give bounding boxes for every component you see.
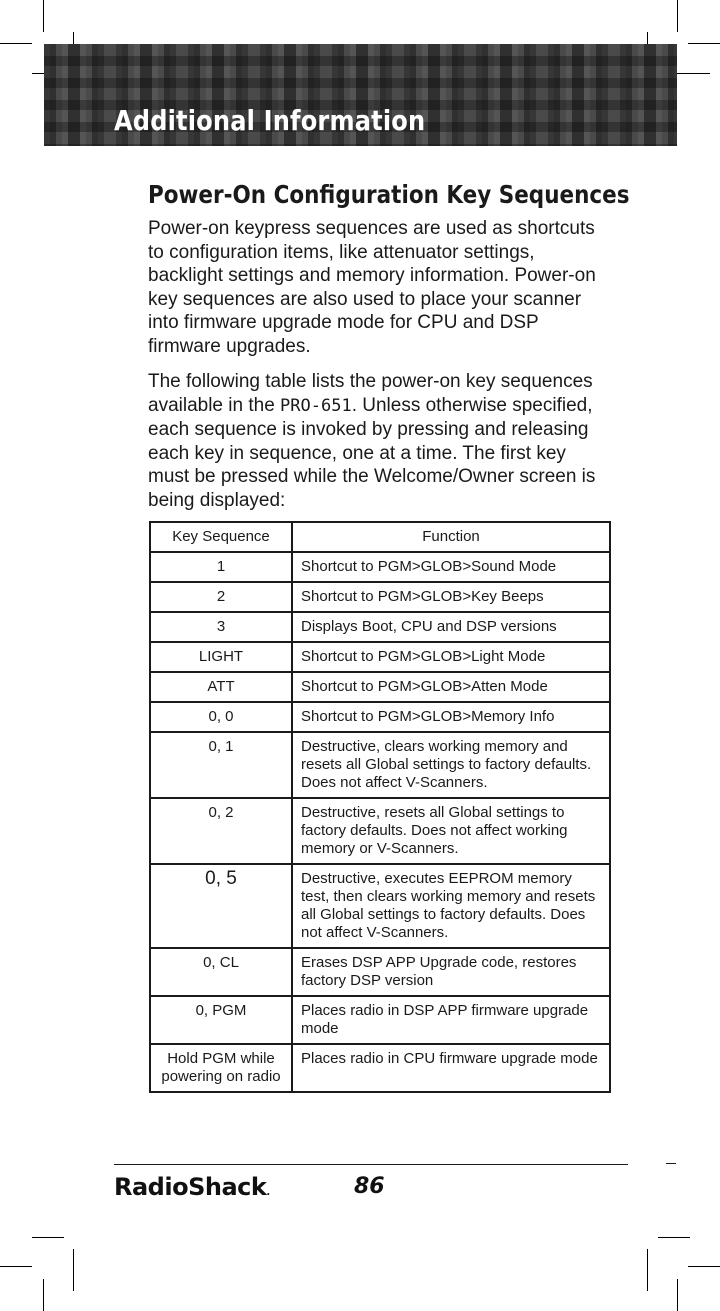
key-cell: 3	[150, 612, 292, 642]
function-cell: Destructive, executes EEPROM memory test, then clears working memory and resets all Global settings to factory defaults. Does not affect V-Scanners.	[292, 864, 610, 948]
function-cell: Displays Boot, CPU and DSP versions	[292, 612, 610, 642]
function-cell: Shortcut to PGM>GLOB>Sound Mode	[292, 552, 610, 582]
function-cell: Places radio in CPU firmware upgrade mode	[292, 1044, 610, 1092]
column-header-key: Key Sequence	[150, 522, 292, 552]
brand-name: RadioShack	[114, 1173, 267, 1201]
function-cell: Destructive, clears working memory and resets all Global settings to factory defaults. Does not affect V-Scanners.	[292, 732, 610, 798]
table-row	[150, 864, 610, 948]
page-number: 86	[354, 1174, 385, 1199]
key-sequence-table	[149, 521, 611, 1093]
key-cell: Hold PGM while powering on radio	[150, 1044, 292, 1092]
crop-mark	[43, 0, 44, 32]
model-name: PRO-651	[280, 395, 352, 416]
table-row	[150, 798, 610, 864]
footer-divider	[114, 1164, 628, 1165]
function-cell: Shortcut to PGM>GLOB>Light Mode	[292, 642, 610, 672]
key-cell: 0, 0	[150, 702, 292, 732]
crop-mark	[0, 43, 32, 44]
crop-mark	[688, 43, 720, 44]
function-cell: Shortcut to PGM>GLOB>Memory Info	[292, 702, 610, 732]
brand-dot: .	[266, 1187, 270, 1198]
table-row	[150, 672, 610, 702]
crop-mark	[688, 1266, 720, 1267]
function-cell: Shortcut to PGM>GLOB>Key Beeps	[292, 582, 610, 612]
crop-mark	[677, 0, 678, 32]
crop-mark	[677, 1279, 678, 1311]
table-row	[150, 732, 610, 798]
key-cell: ATT	[150, 672, 292, 702]
para-text: The following table lists the power-on key sequences available in the	[148, 371, 593, 416]
crop-mark	[647, 1249, 648, 1291]
key-cell: 0, CL	[150, 948, 292, 996]
function-cell: Erases DSP APP Upgrade code, restores factory DSP version	[292, 948, 610, 996]
section-content	[148, 180, 630, 524]
function-cell: Places radio in DSP APP firmware upgrade mode	[292, 996, 610, 1044]
table-row	[150, 702, 610, 732]
crop-mark	[32, 1237, 64, 1238]
table-header-row	[150, 522, 610, 552]
function-cell: Destructive, resets all Global settings to factory defaults. Does not affect working memory or V-Scanners.	[292, 798, 610, 864]
column-header-function: Function	[292, 522, 610, 552]
footer-tick-mark	[666, 1163, 676, 1164]
key-cell: 0, 1	[150, 732, 292, 798]
crop-mark	[73, 1249, 74, 1291]
table-row	[150, 582, 610, 612]
section-heading: Power-On Configuration Key Sequences	[148, 180, 630, 209]
page-title: Additional Information	[114, 104, 426, 137]
key-cell: 1	[150, 552, 292, 582]
key-cell: 0, 5	[150, 864, 292, 948]
crop-mark	[43, 1279, 44, 1311]
key-cell: 0, PGM	[150, 996, 292, 1044]
crop-mark	[0, 1266, 32, 1267]
key-cell: 2	[150, 582, 292, 612]
table-row	[150, 552, 610, 582]
intro-paragraph: Power-on keypress sequences are used as shortcuts to configuration items, like attenuator settings, backlight settings and memory information. Power-on key sequences are also used to place your scanner into firmware upgrade mode for CPU and DSP firmware upgrades.	[148, 218, 596, 357]
table-row	[150, 948, 610, 996]
table-row	[150, 1044, 610, 1092]
function-cell: Shortcut to PGM>GLOB>Atten Mode	[292, 672, 610, 702]
brand-logo	[114, 1173, 270, 1201]
para-text: . Unless otherwise specified, each sequence is invoked by pressing and releasing each key in sequence, one at a time. The first key must be pressed while the Welcome/Owner screen is being displayed:	[148, 394, 596, 511]
key-cell: 0, 2	[150, 798, 292, 864]
table-intro-paragraph	[148, 370, 612, 512]
key-cell: LIGHT	[150, 642, 292, 672]
table-row	[150, 642, 610, 672]
table-row	[150, 612, 610, 642]
crop-mark	[658, 1237, 690, 1238]
table-row	[150, 996, 610, 1044]
